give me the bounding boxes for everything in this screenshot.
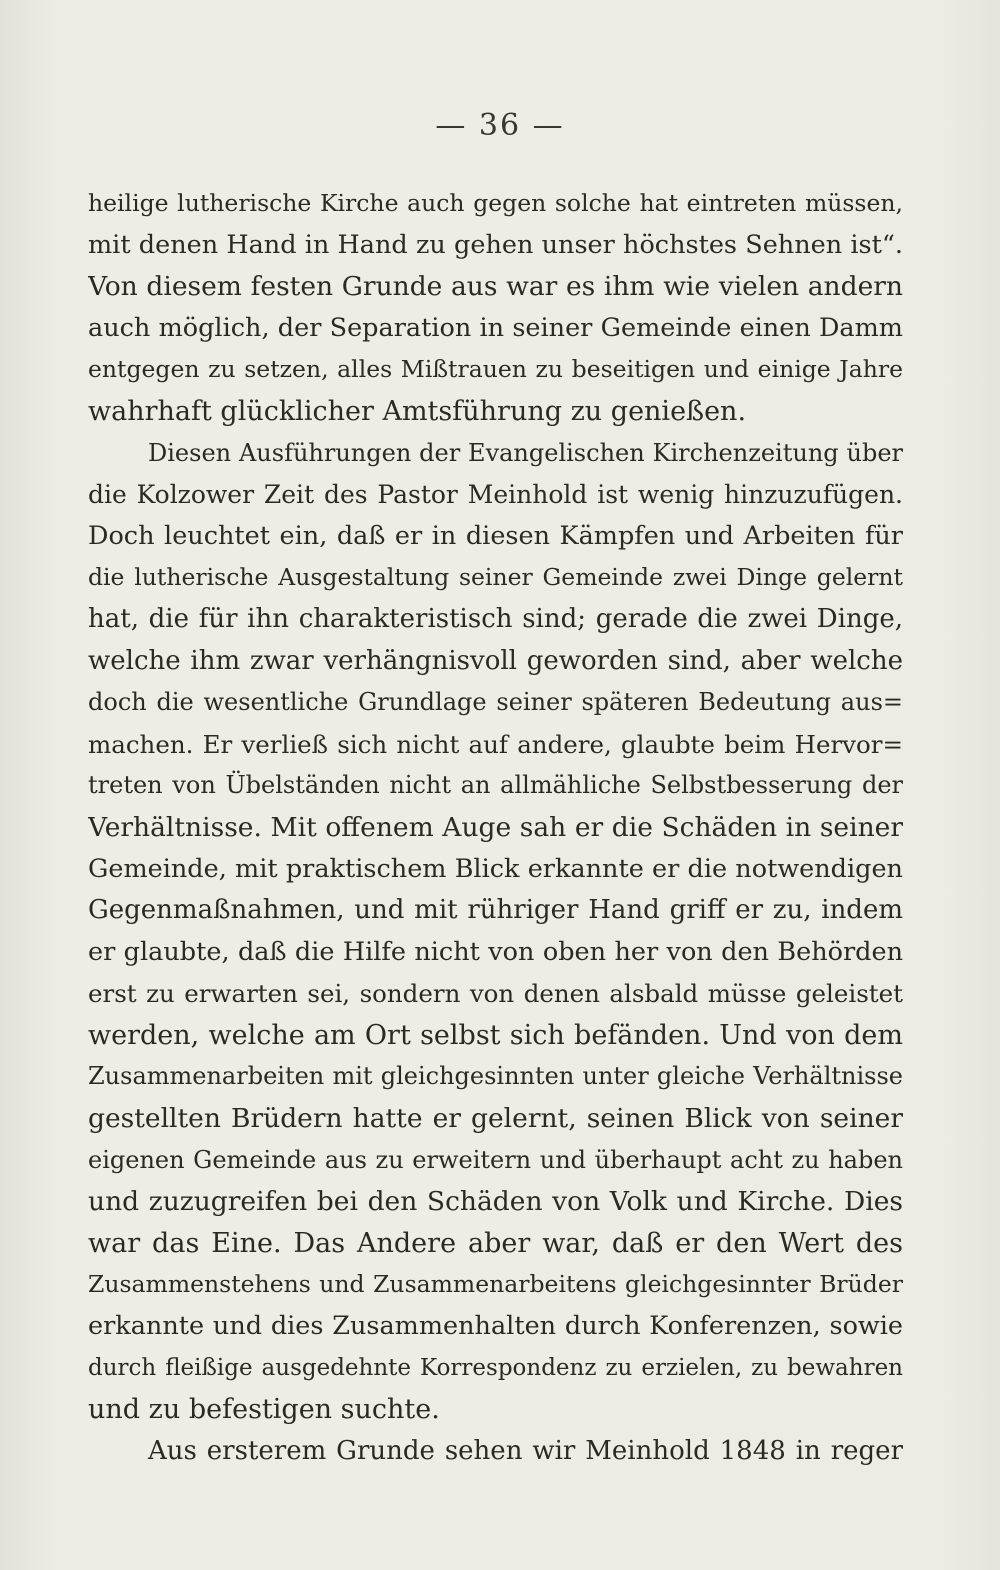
body-text [88,183,903,1472]
text-line: machen. Er verließ sich nicht auf andere, glaubte beim Hervor= [88,729,903,759]
text-line: heilige lutherische Kirche auch gegen solche hat eintreten müssen, [88,189,903,217]
text-line: mit denen Hand in Hand zu gehen unser höchstes Sehnen ist“. [88,229,903,260]
text-line: erst zu erwarten sei, sondern von denen alsbald müsse geleistet [88,979,903,1009]
text-line: hat, die für ihn charakteristisch sind; gerade die zwei Dinge, [88,603,903,634]
text-line: wahrhaft glücklicher Amtsführung zu genießen. [88,395,747,427]
text-line: doch die wesentliche Grundlage seiner späteren Bedeutung aus= [88,688,903,717]
text-line: war das Eine. Das Andere aber war, daß er den Wert des [88,1227,903,1259]
text-line: die Kolzower Zeit des Pastor Meinhold ist wenig hinzuzufügen. [88,480,903,510]
page-number: — 36 — [435,108,565,143]
text-line: Verhältnisse. Mit offenem Auge sah er die Schäden in seiner [88,811,903,843]
text-line: werden, welche am Ort selbst sich befänden. Und von dem [88,1019,903,1051]
text-line: auch möglich, der Separation in seiner Gemeinde einen Damm [88,312,903,343]
text-line: eigenen Gemeinde aus zu erweitern und überhaupt acht zu haben [88,1145,903,1174]
text-line: Doch leuchtet ein, daß er in diesen Kämpfen und Arbeiten für [88,520,903,551]
text-line: entgegen zu setzen, alles Mißtrauen zu beseitigen und einige Jahre [88,355,903,384]
text-line: gestellten Brüdern hatte er gelernt, seinen Blick von seiner [88,1103,903,1135]
text-line: erkannte und dies Zusammenhalten durch Konferenzen, sowie [88,1311,903,1342]
text-line: welche ihm zwar verhängnisvoll geworden sind, aber welche [88,645,903,676]
text-line: die lutherische Ausgestaltung seiner Gemeinde zwei Dinge gelernt [88,563,903,592]
text-line: Zusammenstehens und Zusammenarbeitens gleichgesinnter Brüder [88,1270,903,1299]
text-line: und zu befestigen suchte. [88,1394,440,1426]
text-line: durch fleißige ausgedehnte Korrespondenz zu erzielen, zu bewahren [88,1354,903,1381]
paragraph-start-line: Diesen Ausführungen der Evangelischen Kirchenzeitung über [148,438,903,467]
text-line: Von diesem festen Grunde aus war es ihm wie vielen andern [88,271,903,303]
text-line: Gegenmaßnahmen, und mit rühriger Hand griff er zu, indem [88,895,903,926]
paragraph-start-line: Aus ersterem Grunde sehen wir Meinhold 1848 in reger [148,1435,903,1466]
text-line: und zuzugreifen bei den Schäden von Volk und Kirche. Dies [88,1186,903,1218]
text-line: treten von Übelständen nicht an allmähliche Selbstbesserung der [88,771,903,800]
text-line: Gemeinde, mit praktischem Blick erkannte er die notwendigen [88,853,903,884]
text-line: er glaubte, daß die Hilfe nicht von oben her von den Behörden [88,936,903,967]
text-line: Zusammenarbeiten mit gleichgesinnten unter gleiche Verhältnisse [88,1062,903,1091]
